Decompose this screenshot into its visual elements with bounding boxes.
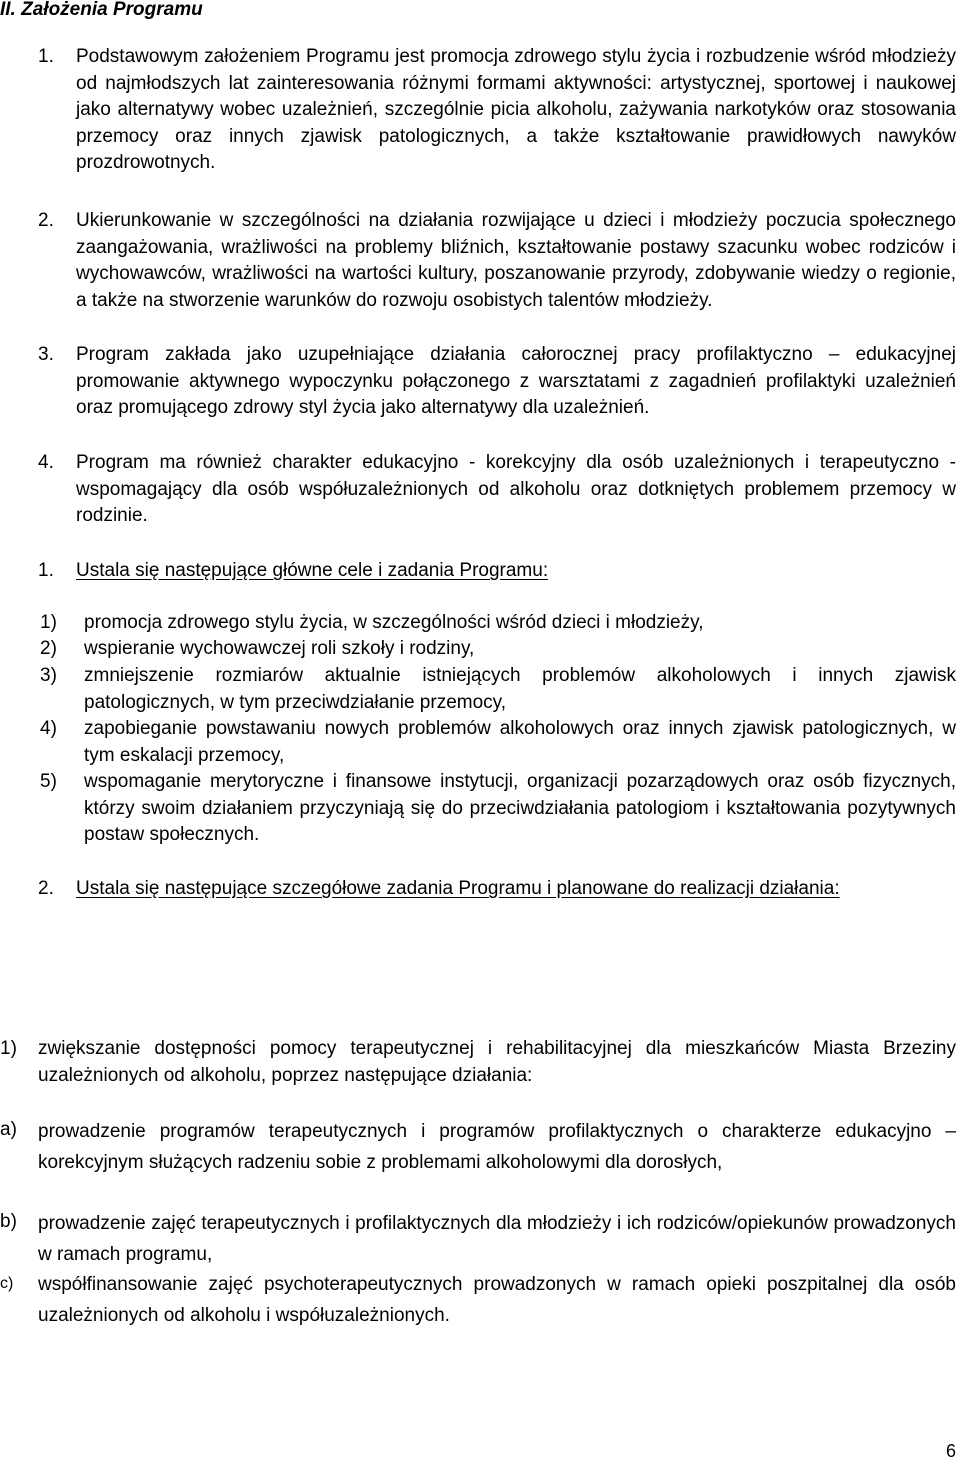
section-heading: II. Założenia Programu [0,0,203,20]
intro-1-text: Podstawowym założeniem Programu jest promocja zdrowego stylu życia i rozbudzenie wśród młodzieży od najmłodszych lat zainteresowania różnymi formami aktywności: artystycznej, sportowej i naukowej jako alternatywy wobec uzależnień, szczególnie picia alkoholu, zażywania narkotyków oraz stosowania przemocy oraz innych zjawisk patologicznych, a także kształtowanie prawidłowych nawyków prozdrowotnych. [76,46,956,173]
action-b-label: b) [0,1211,17,1232]
section-1-title: Ustala się następujące główne cele i zadania Programu: [76,560,549,581]
page-number: 6 [945,1441,956,1461]
action-c-text: współfinansowanie zajęć psychoterapeutycznych prowadzonych w ramach opieki poszpitalnej dla osób uzależnionych od alkoholu i współuzależnionych. [38,1274,956,1326]
goal-4-number: 4) [40,718,57,739]
section-2-number: 2. [38,878,54,899]
intro-1-number: 1. [38,46,54,67]
intro-3-number: 3. [38,344,54,365]
task-1-text: zwiększanie dostępności pomocy terapeutycznej i rehabilitacyjnej dla mieszkańców Miasta Brzeziny uzależnionych od alkoholu, poprzez następujące działania: [38,1038,956,1086]
goal-5-text: wspomaganie merytoryczne i finansowe instytucji, organizacji pozarządowych oraz osób fizycznych, którzy swoim działaniem przyczyniają się do przeciwdziałania patologiom i kształtowania pozytywnych postaw społecznych. [84,771,956,845]
section-1-number: 1. [38,560,54,581]
goal-4-text: zapobieganie powstawaniu nowych problemów alkoholowych oraz innych zjawisk patologicznych, w tym eskalacji przemocy, [84,718,956,766]
section-2-title: Ustala się następujące szczegółowe zadania Programu i planowane do realizacji działania: [76,878,840,899]
intro-3-text: Program zakłada jako uzupełniające działania całorocznej pracy profilaktyczno – edukacyjnej promowanie aktywnego wypoczynku połączonego z warsztatami z zagadnień profilaktyki uzależnień oraz promującego zdrowy styl życia jako alternatywy dla uzależnień. [76,344,956,418]
action-b-text: prowadzenie zajęć terapeutycznych i profilaktycznych dla młodzieży i ich rodziców/opiekunów prowadzonych w ramach programu, [38,1213,956,1265]
intro-4-text: Program ma również charakter edukacyjno - korekcyjny dla osób uzależnionych i terapeutyczno - wspomagający dla osób współuzależnionych od alkoholu oraz dotkniętych problemem przemocy w rodzinie. [76,452,956,526]
intro-2-text: Ukierunkowanie w szczególności na działania rozwijające u dzieci i młodzieży poczucia społecznego zaangażowania, wrażliwości na problemy bliźnich, kształtowanie postawy szacunku wobec rodziców i wychowawców, wrażliwości na wartości kultury, poszanowanie przyrody, zdobywanie wiedzy o regionie, a także na stworzenie warunków do rozwoju osobistych talentów młodzieży. [76,210,956,311]
goal-2-text: wspieranie wychowawczej roli szkoły i rodziny, [84,638,475,659]
goal-3-text: zmniejszenie rozmiarów aktualnie istniejących problemów alkoholowych i innych zjawisk patologicznych, w tym przeciwdziałanie przemocy, [84,665,956,713]
action-a-text: prowadzenie programów terapeutycznych i programów profilaktycznych o charakterze edukacyjno – korekcyjnym służących radzeniu sobie z problemami alkoholowymi dla dorosłych, [38,1121,956,1173]
action-a-label: a) [0,1119,17,1140]
goal-3-number: 3) [40,665,57,686]
goal-1-number: 1) [40,612,57,633]
goal-2-number: 2) [40,638,57,659]
action-c-label: c) [0,1275,14,1292]
goal-5-number: 5) [40,771,57,792]
task-1-number: 1) [0,1038,17,1059]
intro-4-number: 4. [38,452,54,473]
intro-2-number: 2. [38,210,54,231]
goal-1-text: promocja zdrowego stylu życia, w szczególności wśród dzieci i młodzieży, [84,612,704,633]
